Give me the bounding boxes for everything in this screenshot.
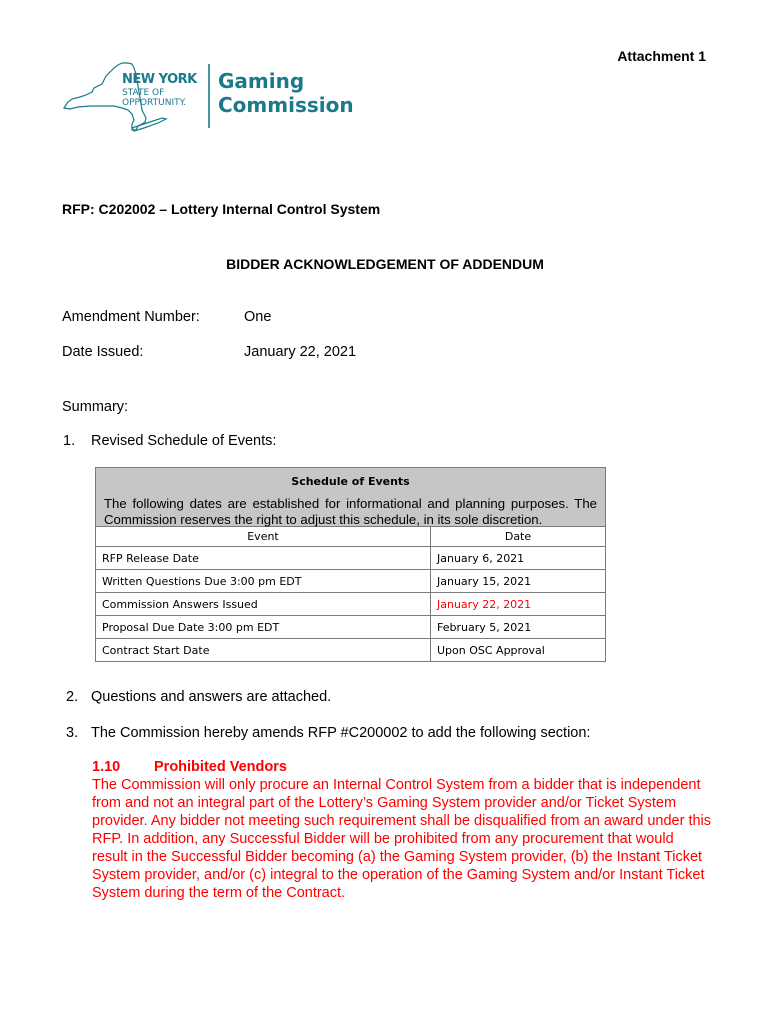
- document-heading: BIDDER ACKNOWLEDGEMENT OF ADDENDUM: [226, 256, 544, 272]
- section-heading: [92, 758, 712, 776]
- list-item-number: 2.: [66, 689, 79, 705]
- amendment-number-value: One: [244, 309, 272, 325]
- ny-gaming-commission-logo: [62, 62, 362, 132]
- list-item-text: The Commission hereby amends RFP #C200002 to add the following section:: [91, 725, 591, 741]
- amendment-number-label: Amendment Number:: [62, 309, 200, 325]
- table-row: [96, 639, 605, 662]
- logo-agency-line2: Commission: [218, 93, 354, 117]
- section-number: 1.10: [92, 759, 121, 775]
- table-header-row: [96, 527, 605, 547]
- date-cell: January 15, 2021: [431, 570, 606, 593]
- schedule-title: Schedule of Events: [291, 475, 410, 488]
- schedule-grid: [96, 527, 605, 661]
- logo-tagline-2: OPPORTUNITY.: [122, 98, 187, 108]
- event-cell: Contract Start Date: [96, 639, 431, 662]
- date-cell: February 5, 2021: [431, 616, 606, 639]
- list-item-text: Questions and answers are attached.: [91, 689, 332, 705]
- logo-tagline-1: STATE OF: [122, 88, 165, 98]
- table-row: [96, 616, 605, 639]
- section-body: The Commission will only procure an Internal Control System from a bidder that is independent from and not an integral part of the Lottery’s Gaming System provider and/or Ticket System provider. Any bidder not meeting such requirement shall be disqualified from an award under this RFP. In addition, any Successful Bidder will be prohibited from any procurement that would result in the Successful Bidder becoming (a) the Gaming System provider, (b) the Instant Ticket System provider, and/or (c) integral to the operation of the Gaming System and/or Instant Ticket System during the term of the Contract.: [92, 777, 712, 901]
- date-cell-highlighted: January 22, 2021: [431, 593, 606, 616]
- list-item-number: 1.: [63, 433, 76, 449]
- list-item-text: Revised Schedule of Events:: [91, 433, 277, 449]
- table-row: [96, 570, 605, 593]
- date-cell: January 6, 2021: [431, 547, 606, 570]
- column-header-event: Event: [96, 527, 431, 547]
- schedule-header: [96, 468, 605, 527]
- event-cell: Proposal Due Date 3:00 pm EDT: [96, 616, 431, 639]
- date-issued-label: Date Issued:: [62, 344, 144, 360]
- attachment-label: Attachment 1: [617, 48, 706, 64]
- date-issued-value: January 22, 2021: [244, 344, 357, 360]
- table-row: [96, 547, 605, 570]
- logo-agency-line1: Gaming: [218, 69, 305, 93]
- schedule-description: The following dates are established for informational and planning purposes. The Commission reserves the right to adjust this schedule, in its sole discretion.: [104, 496, 597, 527]
- list-item-number: 3.: [66, 725, 79, 741]
- logo-state-name: NEW YORK: [122, 72, 197, 87]
- table-row: [96, 593, 605, 616]
- event-cell: Written Questions Due 3:00 pm EDT: [96, 570, 431, 593]
- column-header-date: Date: [431, 527, 606, 547]
- section-title: Prohibited Vendors: [154, 759, 287, 775]
- event-cell: RFP Release Date: [96, 547, 431, 570]
- rfp-title: RFP: C202002 – Lottery Internal Control System: [62, 201, 381, 217]
- event-cell: Commission Answers Issued: [96, 593, 431, 616]
- prohibited-vendors-section: [92, 758, 712, 902]
- summary-label: Summary:: [62, 399, 129, 415]
- date-cell: Upon OSC Approval: [431, 639, 606, 662]
- schedule-of-events-table: [95, 467, 606, 662]
